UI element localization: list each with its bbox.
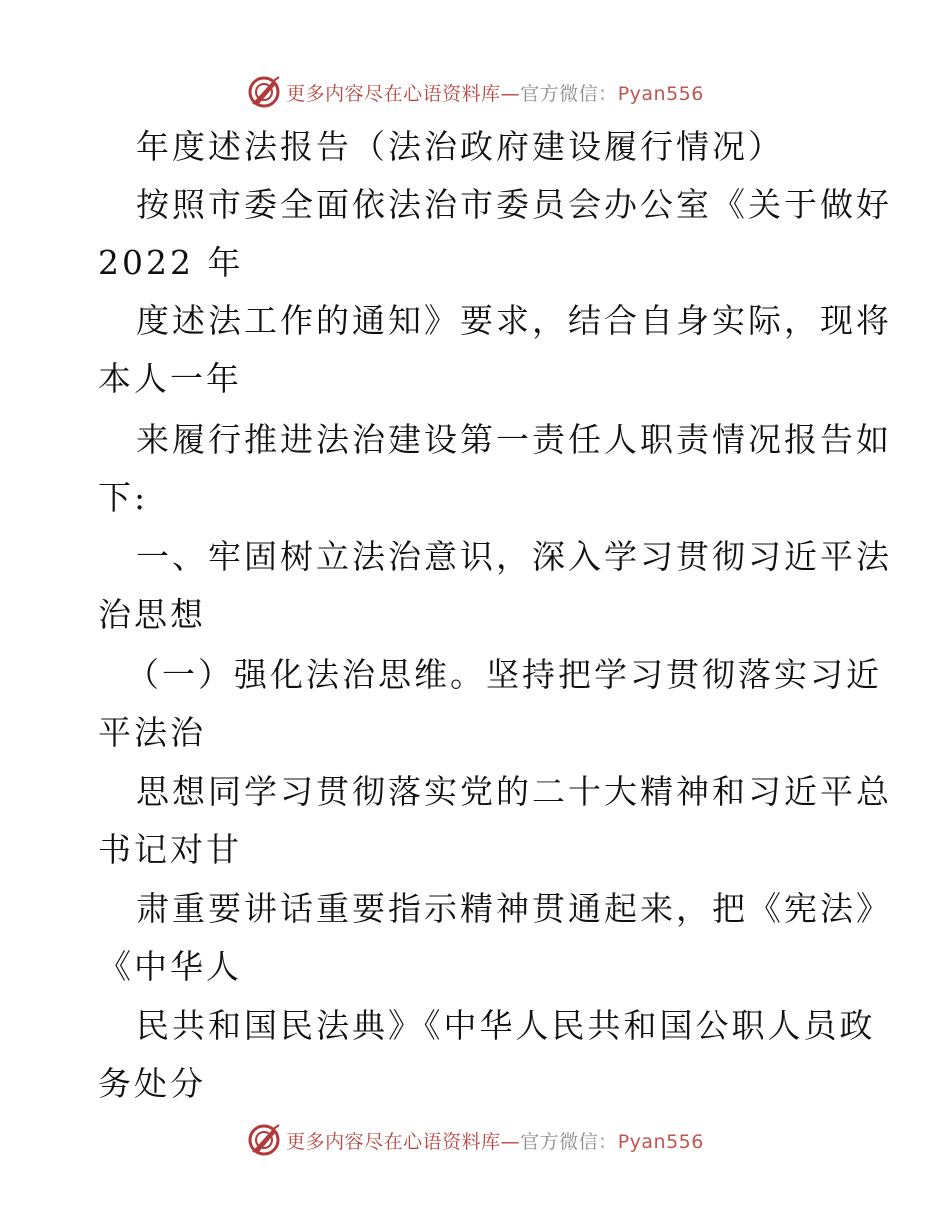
watermark-footer [0, 1120, 950, 1160]
section-heading: 一、牢固树立法治意识，深入学习贯彻习近平法 [136, 537, 892, 576]
watermark-main: 更多内容尽在心语资料库 [286, 82, 501, 105]
watermark-main: 更多内容尽在心语资料库 [286, 1130, 501, 1153]
section-heading: 治思想 [98, 595, 206, 634]
paragraph-line: 本人一年 [98, 359, 242, 398]
watermark-separator: — [500, 1130, 521, 1153]
paragraph-line: 来履行推进法治建设第一责任人职责情况报告如 [136, 420, 892, 459]
watermark-label: 官方微信： [520, 1130, 618, 1153]
watermark-wechat-id: Pyan556 [617, 1130, 704, 1153]
paragraph-line: 度述法工作的通知》要求，结合自身实际，现将 [136, 301, 892, 340]
watermark-text [286, 79, 704, 106]
paragraph-line: 书记对甘 [98, 830, 242, 869]
paragraph-line: 2022 年 [98, 243, 244, 282]
watermark-label: 官方微信： [520, 82, 618, 105]
watermark-header [0, 72, 950, 112]
paragraph-line: 平法治 [98, 713, 206, 752]
watermark-separator: — [500, 82, 521, 105]
paragraph-line: 民共和国民法典》《中华人民共和国公职人员政 [136, 1006, 876, 1045]
quill-seal-icon [246, 1122, 282, 1158]
quill-seal-icon [246, 74, 282, 110]
subsection-line: （一）强化法治思维。坚持把学习贯彻落实习近 [126, 655, 882, 694]
paragraph-line: 务处分 [98, 1064, 206, 1103]
watermark-wechat-id: Pyan556 [617, 82, 704, 105]
watermark-text [286, 1127, 704, 1154]
document-title: 年度述法报告（法治政府建设履行情况） [136, 127, 784, 166]
paragraph-line: 按照市委全面依法治市委员会办公室《关于做好 [136, 185, 892, 224]
paragraph-line: 思想同学习贯彻落实党的二十大精神和习近平总 [136, 772, 892, 811]
paragraph-line: 下: [98, 478, 149, 517]
paragraph-line: 肃重要讲话重要指示精神贯通起来，把《宪法》 [136, 889, 892, 928]
paragraph-line: 《中华人 [98, 947, 242, 986]
